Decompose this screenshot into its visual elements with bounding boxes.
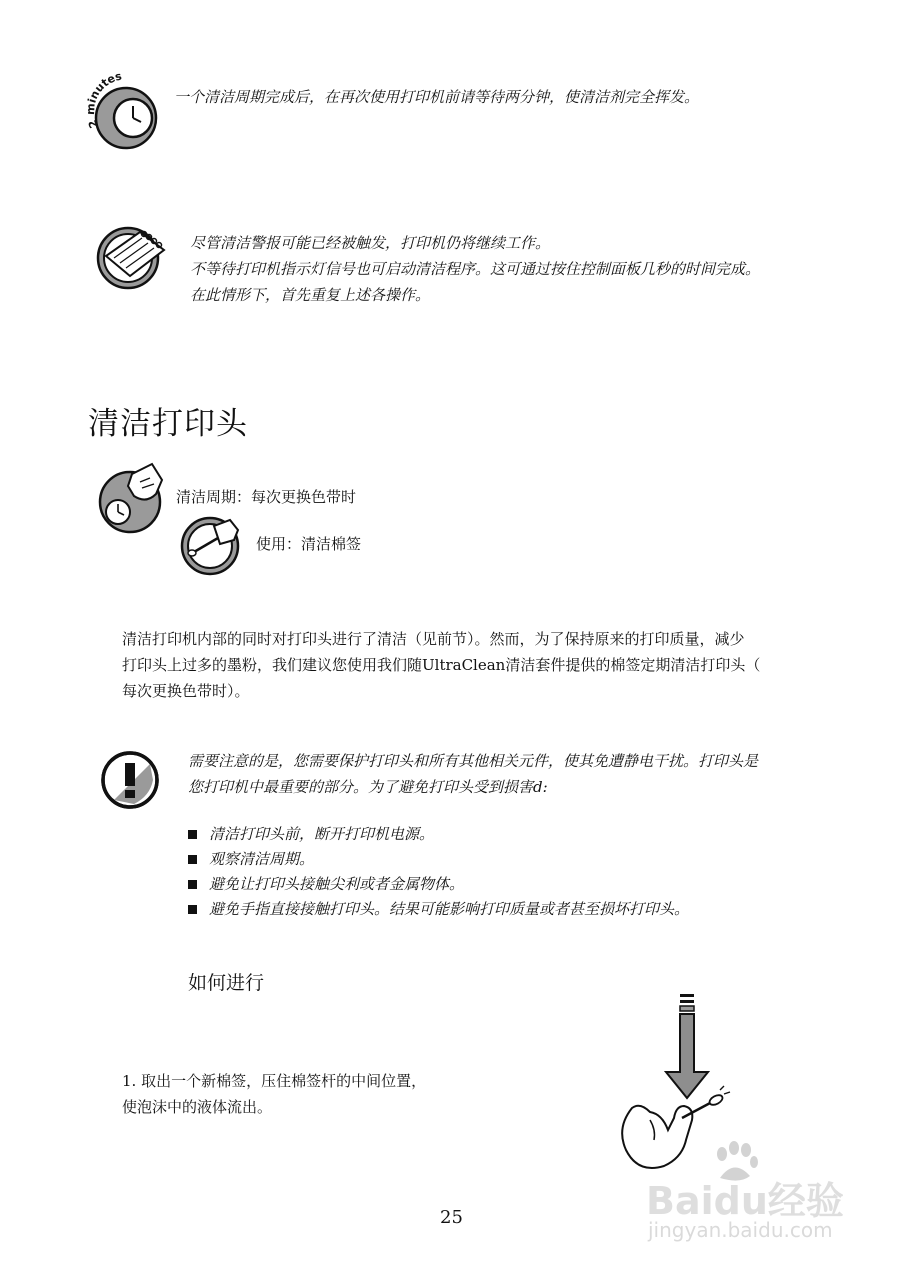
cleaning-cycle-icon bbox=[96, 460, 176, 536]
use-tool-text: 使用：清洁棉签 bbox=[256, 535, 362, 553]
square-bullet-icon bbox=[188, 855, 197, 864]
square-bullet-icon bbox=[188, 830, 197, 839]
list-item-text: 清洁打印头前，断开打印机电源。 bbox=[209, 825, 435, 843]
warning-line: 您打印机中最重要的部分。为了避免打印头受到损害d: bbox=[188, 778, 548, 796]
warning-bullet-list bbox=[188, 822, 689, 922]
intro-paragraph-line: 打印头上过多的墨粉，我们建议您使用我们随UltraClean清洁套件提供的棉签定期清洁打印头（ bbox=[122, 656, 761, 674]
watermark-url: jingyan.baidu.com bbox=[648, 1218, 833, 1242]
baidu-watermark bbox=[628, 1140, 868, 1250]
list-item bbox=[188, 847, 689, 872]
procedure-step-line: 使泡沫中的液体流出。 bbox=[122, 1098, 273, 1116]
warning-text bbox=[188, 748, 758, 800]
warning-icon bbox=[100, 750, 160, 810]
procedure-heading: 如何进行 bbox=[188, 972, 265, 994]
two-minutes-clock-icon bbox=[83, 69, 166, 154]
cotton-swab-icon bbox=[180, 512, 250, 578]
section-title: 清洁打印头 bbox=[88, 406, 248, 442]
watermark-brand: Baidu经验 bbox=[646, 1179, 844, 1223]
intro-paragraph-line: 清洁打印机内部的同时对打印头进行了清洁（见前节）。然而，为了保持原来的打印质量，减少 bbox=[122, 630, 745, 648]
memo-note bbox=[94, 222, 834, 312]
procedure-step-line: 1. 取出一个新棉签，压住棉签杆的中间位置， bbox=[122, 1072, 427, 1090]
page-number: 25 bbox=[440, 1207, 463, 1228]
list-item-text: 避免让打印头接触尖利或者金属物体。 bbox=[209, 875, 465, 893]
memo-note-line-1: 尽管清洁警报可能已经被触发，打印机仍将继续工作。 bbox=[190, 234, 551, 252]
intro-paragraph bbox=[122, 626, 760, 704]
list-item bbox=[188, 897, 689, 922]
list-item bbox=[188, 872, 689, 897]
memo-note-line-3: 在此情形下，首先重复上述各操作。 bbox=[190, 286, 431, 304]
square-bullet-icon bbox=[188, 905, 197, 914]
list-item-text: 避免手指直接接触打印头。结果可能影响打印质量或者甚至损坏打印头。 bbox=[209, 900, 690, 918]
procedure-step-1 bbox=[122, 1068, 426, 1120]
wait-note bbox=[83, 69, 828, 156]
list-item bbox=[188, 822, 689, 847]
wait-note-text: 一个清洁周期完成后，在再次使用打印机前请等待两分钟，使清洁剂完全挥发。 bbox=[174, 88, 700, 106]
list-item-text: 观察清洁周期。 bbox=[209, 850, 315, 868]
intro-paragraph-line: 每次更换色带时）。 bbox=[122, 682, 250, 700]
memo-note-line-2: 不等待打印机指示灯信号也可启动清洁程序。这可通过按住控制面板几秒的时间完成。 bbox=[190, 260, 761, 278]
notepad-icon bbox=[94, 222, 174, 292]
warning-line: 需要注意的是，您需要保护打印头和所有其他相关元件，使其免遭静电干扰。打印头是 bbox=[188, 752, 759, 770]
square-bullet-icon bbox=[188, 880, 197, 889]
two-minutes-label: 2 minutes bbox=[83, 69, 123, 130]
cleaning-cycle-text: 清洁周期：每次更换色带时 bbox=[176, 488, 357, 506]
